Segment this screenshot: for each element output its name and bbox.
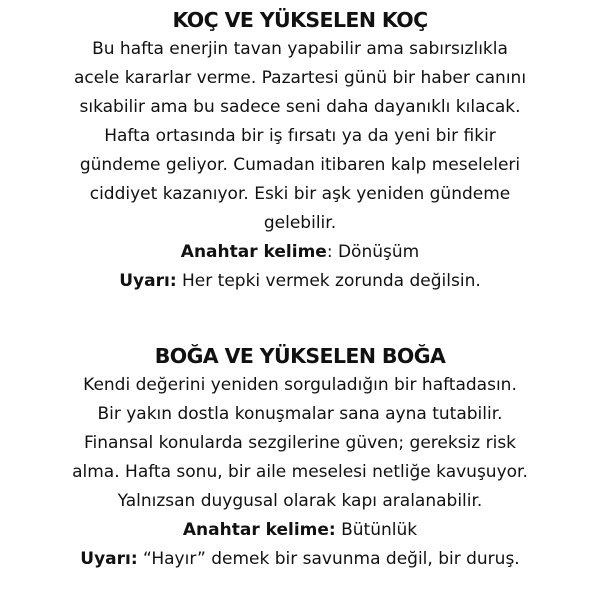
keyword-value: Bütünlük bbox=[335, 520, 418, 540]
warning-label: Uyarı: bbox=[80, 549, 138, 569]
section-title-boga: BOĞA VE YÜKSELEN BOĞA bbox=[154, 344, 446, 368]
body-line: Yalnızsan duygusal olarak kapı aralanabilir. bbox=[117, 491, 483, 511]
body-line: sıkabilir ama bu sadece seni daha dayanıklı kılacak. bbox=[79, 97, 521, 117]
warning-line bbox=[0, 545, 600, 574]
body-line: Bir yakın dostla konuşmalar sana ayna tutabilir. bbox=[97, 404, 503, 424]
body-line: acele kararlar verme. Pazartesi günü bir haber canını bbox=[73, 68, 527, 88]
keyword-line bbox=[0, 238, 600, 267]
body-line: gündeme geliyor. Cumadan itibaren kalp meseleleri bbox=[79, 155, 521, 175]
body-line: Bu hafta enerjin tavan yapabilir ama sabırsızlıkla bbox=[92, 39, 508, 59]
keyword-label: Anahtar kelime bbox=[180, 242, 327, 262]
body-line: gelebilir. bbox=[263, 213, 337, 233]
body-line: Kendi değerini yeniden sorguladığın bir haftadasın. bbox=[83, 375, 517, 395]
keyword-label: Anahtar kelime: bbox=[182, 520, 336, 540]
warning-value: “Hayır” demek bir savunma değil, bir duruş. bbox=[137, 549, 520, 569]
warning-line bbox=[0, 267, 600, 296]
section-boga bbox=[0, 342, 600, 574]
warning-value: Her tepki vermek zorunda değilsin. bbox=[176, 271, 481, 291]
body-line: Hafta ortasında bir iş fırsatı ya da yeni bir fikir bbox=[104, 126, 496, 146]
warning-label: Uyarı: bbox=[119, 271, 177, 291]
body-line: alma. Hafta sonu, bir aile meselesi netliğe kavuşuyor. bbox=[72, 462, 528, 482]
keyword-value: Dönüşüm bbox=[337, 242, 420, 262]
section-title-koc: KOÇ VE YÜKSELEN KOÇ bbox=[172, 8, 428, 32]
body-line: ciddiyet kazanıyor. Eski bir aşk yeniden gündeme bbox=[89, 184, 511, 204]
section-koc bbox=[0, 6, 600, 296]
body-line: Finansal konularda sezgilerine güven; gereksiz risk bbox=[83, 433, 517, 453]
keyword-separator: : bbox=[326, 242, 338, 262]
keyword-line bbox=[0, 516, 600, 545]
